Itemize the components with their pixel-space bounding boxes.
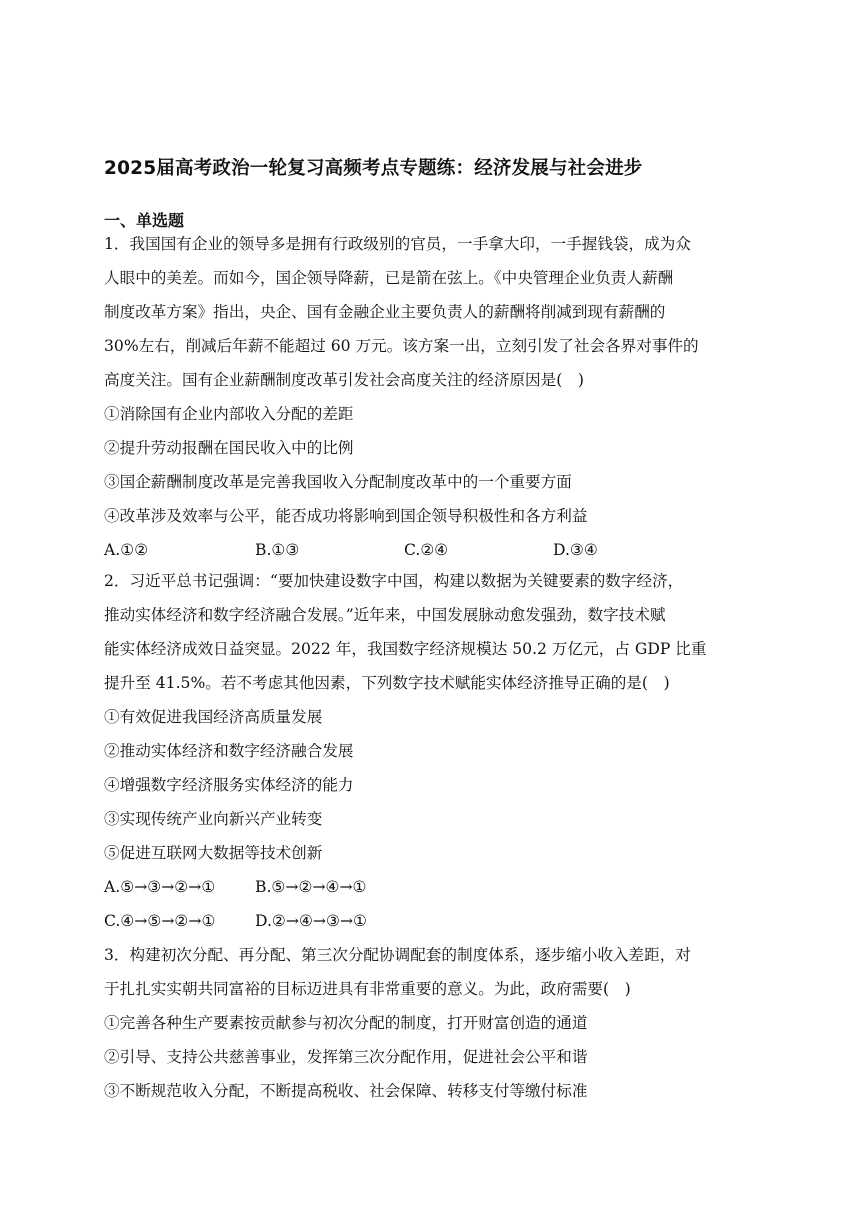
- q1-stem-line: 制度改革方案》指出，央企、国有金融企业主要负责人的薪酬将削减到现有薪酬的: [104, 303, 666, 321]
- q2-statement: ⑤促进互联网大数据等技术创新: [104, 844, 323, 862]
- q1-stem-line: 1．我国国有企业的领导多是拥有行政级别的官员，一手拿大印，一手握钱袋，成为众: [104, 235, 691, 253]
- q2-stem-line: 提升至 41.5%。若不考虑其他因素，下列数字技术赋能实体经济推导正确的是( ): [104, 674, 670, 692]
- q1-statement: ②提升劳动报酬在国民收入中的比例: [104, 439, 354, 457]
- q1-stem-line: 人眼中的美差。而如今，国企领导降薪，已是箭在弦上。《中央管理企业负责人薪酬: [104, 269, 674, 287]
- q1-option-b[interactable]: B.①③: [255, 541, 300, 559]
- q2-statement: ④增强数字经济服务实体经济的能力: [104, 776, 354, 794]
- q2-stem-line: 能实体经济成效日益突显。2022 年，我国数字经济规模达 50.2 万亿元，占 GDP 比重: [104, 640, 707, 658]
- q1-stem-line: 30%左右，削减后年薪不能超过 60 万元。该方案一出，立刻引发了社会各界对事件的: [104, 337, 699, 355]
- q2-option-d[interactable]: D.②→④→③→①: [255, 912, 368, 930]
- q2-stem-line: 2．习近平总书记强调：“要加快建设数字中国，构建以数据为关键要素的数字经济，: [104, 572, 684, 590]
- q2-statement: ②推动实体经济和数字经济融合发展: [104, 742, 354, 760]
- q1-option-d[interactable]: D.③④: [553, 541, 598, 559]
- q2-statement: ③实现传统产业向新兴产业转变: [104, 810, 323, 828]
- q3-statement: ①完善各种生产要素按贡献参与初次分配的制度，打开财富创造的通道: [104, 1014, 588, 1032]
- page-title: 2025届高考政治一轮复习高频考点专题练：经济发展与社会进步: [104, 158, 643, 179]
- q2-statement: ①有效促进我国经济高质量发展: [104, 708, 323, 726]
- q2-option-a[interactable]: A.⑤→③→②→①: [104, 878, 216, 896]
- q3-stem-line: 3．构建初次分配、再分配、第三次分配协调配套的制度体系，逐步缩小收入差距，对: [104, 946, 691, 964]
- q1-statement: ③国企薪酬制度改革是完善我国收入分配制度改革中的一个重要方面: [104, 473, 572, 491]
- q3-stem-line: 于扎扎实实朝共同富裕的目标迈进具有非常重要的意义。为此，政府需要( ): [104, 980, 631, 998]
- q1-option-c[interactable]: C.②④: [404, 541, 449, 559]
- q2-option-c[interactable]: C.④→⑤→②→①: [104, 912, 216, 930]
- q2-stem-line: 推动实体经济和数字经济融合发展。”近年来，中国发展脉动愈发强劲，数字技术赋: [104, 606, 666, 624]
- q1-statement: ①消除国有企业内部收入分配的差距: [104, 405, 354, 423]
- q3-statement: ③不断规范收入分配，不断提高税收、社会保障、转移支付等缴付标准: [104, 1082, 588, 1100]
- q2-option-b[interactable]: B.⑤→②→④→①: [255, 878, 367, 896]
- section-heading: 一、单选题: [104, 211, 185, 230]
- q1-statement: ④改革涉及效率与公平，能否成功将影响到国企领导积极性和各方利益: [104, 507, 588, 525]
- q1-stem-line: 高度关注。国有企业薪酬制度改革引发社会高度关注的经济原因是( ): [104, 371, 584, 389]
- q1-option-a[interactable]: A.①②: [104, 541, 149, 559]
- q3-statement: ②引导、支持公共慈善事业，发挥第三次分配作用，促进社会公平和谐: [104, 1048, 588, 1066]
